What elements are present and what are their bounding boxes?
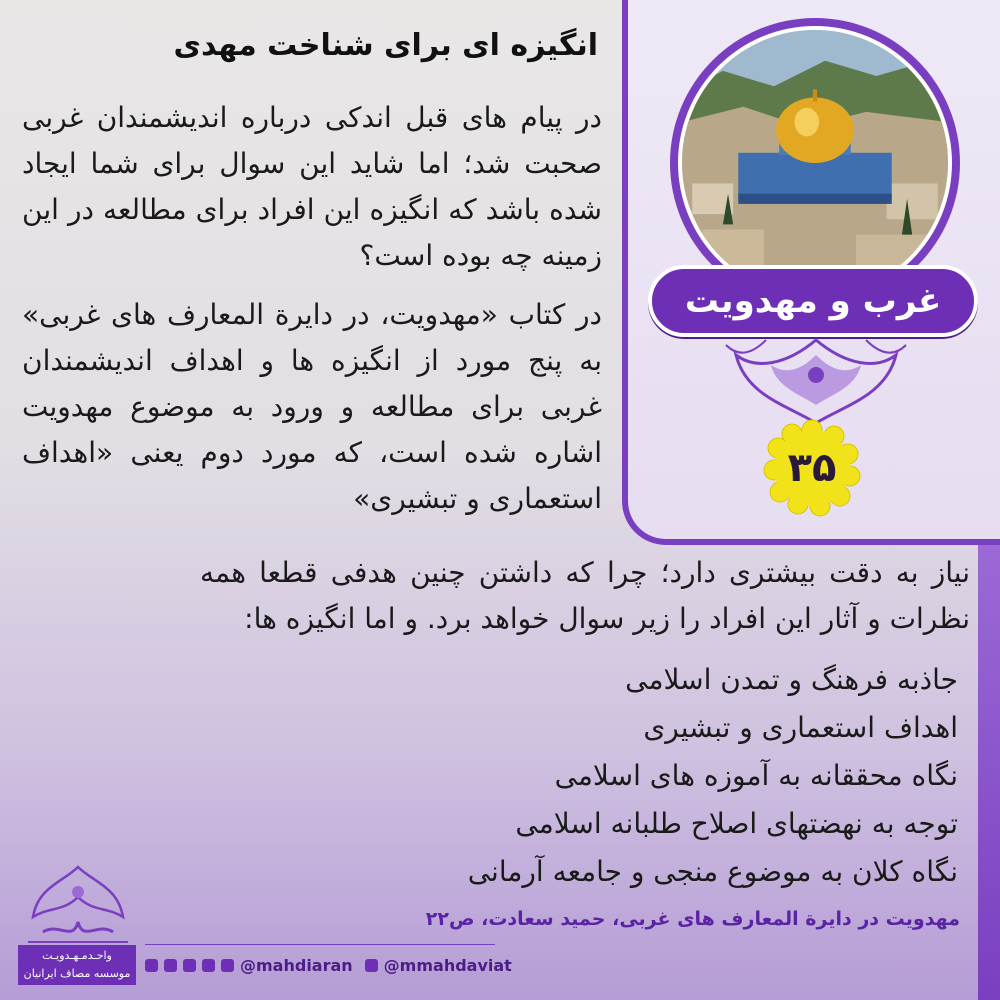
paragraph-3: نیاز به دقت بیشتری دارد؛ چرا که داشتن چنین هدفی قطعا همه نظرات و آثار این افراد را زیر سوال خواهد برد. و اما انگیزه ها: <box>200 556 970 635</box>
list-item: توجه به نهضتهای اصلاح طلبانه اسلامی <box>515 807 958 840</box>
bale-icon[interactable] <box>183 959 196 972</box>
dome-of-the-rock-image <box>682 30 948 296</box>
list-item: اهداف استعماری و تبشیری <box>643 711 958 744</box>
list-item: نگاه محققانه به آموزه های اسلامی <box>554 759 958 792</box>
page-title: انگیزه ای برای شناخت مهدی <box>173 28 598 63</box>
accent-bar <box>978 545 1000 1000</box>
paragraph-1: در پیام های قبل اندکی درباره اندیشمندان غربی صحبت شد؛ اما شاید این سوال برای شما ایجاد شده باشد که انگیزه این افراد برای مطالعه در این زمینه چه بوده است؟ <box>22 101 602 272</box>
paragraph-2: در کتاب «مهدویت، در دایرة المعارف های غربی» به پنج مورد از انگیزه ها و اهداف اندیشمندان غربی برای مطالعه و ورود به موضوع مهدویت اشاره شده است، که مورد دوم یعنی «اهداف استعماری و تبشیری» <box>22 298 602 515</box>
footer-divider <box>145 944 495 945</box>
org-name: واحـدمـهـدویـت <box>42 949 112 962</box>
source-citation: مهدویت در دایرة المعارف های غربی، حمید سعادت، ص۲۲ <box>425 908 960 930</box>
series-title: غرب و مهدویت <box>648 265 978 337</box>
eitaa-icon[interactable] <box>164 959 177 972</box>
dome-photo <box>678 26 952 300</box>
list-item: جاذبه فرهنگ و تمدن اسلامی <box>625 663 958 696</box>
instagram-icon[interactable] <box>365 959 378 972</box>
ornament-icon <box>716 335 916 425</box>
handle-mmahdaviat[interactable]: @mmahdaviat <box>383 955 512 975</box>
list-item: نگاه کلان به موضوع منجی و جامعه آرمانی <box>467 855 958 888</box>
mahdiaran-logo-icon <box>18 862 138 947</box>
gap-icon[interactable] <box>221 959 234 972</box>
social-footer <box>145 953 512 977</box>
soroush-icon[interactable] <box>202 959 215 972</box>
motives-list <box>258 656 958 896</box>
org-subname: موسسه مصاف ایرانیان <box>23 967 131 980</box>
handle-mahdiaran[interactable]: @mahdiaran <box>240 955 353 975</box>
org-label <box>18 945 136 985</box>
series-number: ۳۵ <box>787 445 837 491</box>
telegram-icon[interactable] <box>145 959 158 972</box>
